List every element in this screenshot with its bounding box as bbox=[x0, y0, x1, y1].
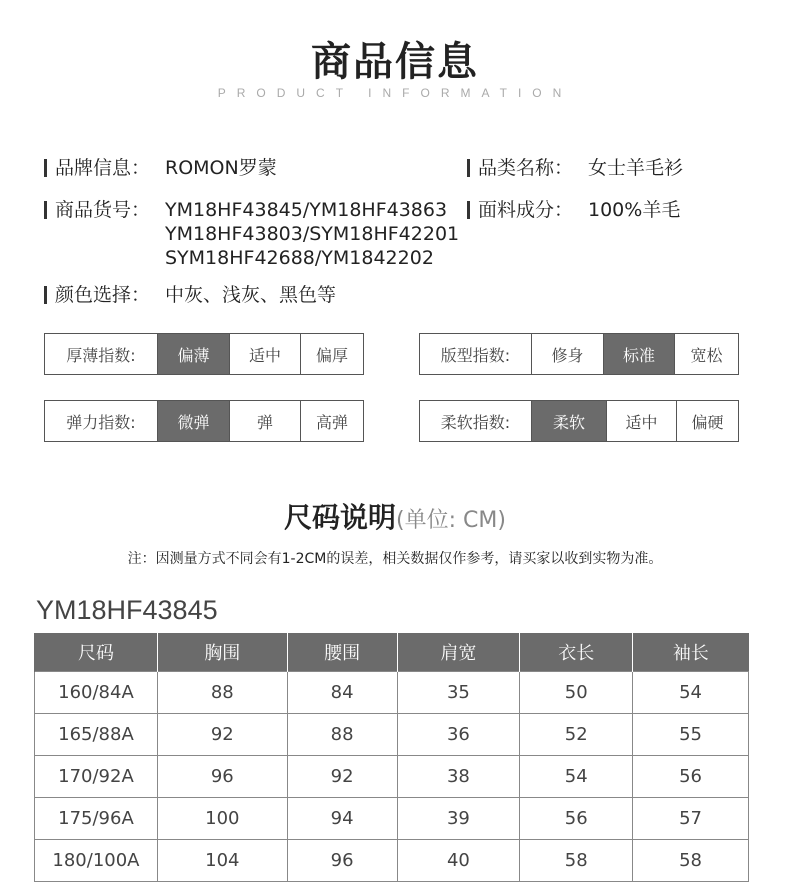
column-header: 衣长 bbox=[520, 633, 633, 672]
attr-label: 弹力指数: bbox=[66, 412, 136, 432]
attr-option: 弹 bbox=[229, 401, 300, 441]
table-cell: 39 bbox=[397, 798, 520, 840]
model-number: YM18HF43845 bbox=[36, 595, 218, 625]
attr-option: 修身 bbox=[531, 334, 603, 374]
fabric-label: 面料成分： bbox=[478, 199, 574, 221]
table-row bbox=[35, 672, 749, 714]
table-cell: 180/100A bbox=[35, 840, 158, 882]
table-cell: 88 bbox=[287, 714, 397, 756]
info-category bbox=[467, 156, 683, 180]
brand-label: 品牌信息： bbox=[55, 157, 151, 179]
table-cell: 92 bbox=[287, 756, 397, 798]
attr-label: 柔软指数: bbox=[440, 412, 511, 432]
column-header: 肩宽 bbox=[397, 633, 520, 672]
table-cell: 54 bbox=[520, 756, 633, 798]
table-cell: 100 bbox=[157, 798, 287, 840]
attr-option: 偏薄 bbox=[157, 334, 229, 374]
table-cell: 56 bbox=[520, 798, 633, 840]
color-value: 中灰、浅灰、黑色等 bbox=[165, 284, 337, 306]
attr-option: 标准 bbox=[603, 334, 674, 374]
label-bar bbox=[44, 286, 47, 304]
table-cell: 165/88A bbox=[35, 714, 158, 756]
label-bar bbox=[467, 201, 470, 219]
section-title-size bbox=[0, 496, 790, 536]
table-cell: 96 bbox=[157, 756, 287, 798]
attr-elasticity bbox=[44, 400, 364, 442]
info-brand bbox=[44, 156, 277, 180]
column-header: 胸围 bbox=[157, 633, 287, 672]
table-cell: 92 bbox=[157, 714, 287, 756]
table-cell: 40 bbox=[397, 840, 520, 882]
table-header-row bbox=[35, 633, 749, 672]
table-cell: 160/84A bbox=[35, 672, 158, 714]
attr-softness bbox=[419, 400, 739, 442]
table-cell: 58 bbox=[520, 840, 633, 882]
fabric-value: 100%羊毛 bbox=[588, 199, 681, 221]
table-cell: 104 bbox=[157, 840, 287, 882]
table-cell: 88 bbox=[157, 672, 287, 714]
column-header: 尺码 bbox=[35, 633, 158, 672]
table-cell: 35 bbox=[397, 672, 520, 714]
label-bar bbox=[44, 201, 47, 219]
attr-option: 宽松 bbox=[674, 334, 738, 374]
table-cell: 54 bbox=[633, 672, 749, 714]
table-cell: 50 bbox=[520, 672, 633, 714]
attr-option: 偏厚 bbox=[300, 334, 363, 374]
measurement-note: 注：因测量方式不同会有1-2CM的误差，相关数据仅作参考，请买家以收到实物为准。 bbox=[127, 551, 663, 567]
size-title-text: 尺码说明 bbox=[284, 501, 397, 534]
column-header: 腰围 bbox=[287, 633, 397, 672]
table-cell: 58 bbox=[633, 840, 749, 882]
info-item-no bbox=[44, 198, 459, 270]
table-row bbox=[35, 756, 749, 798]
table-cell: 38 bbox=[397, 756, 520, 798]
attr-option: 柔软 bbox=[531, 401, 606, 441]
table-cell: 52 bbox=[520, 714, 633, 756]
attr-option: 适中 bbox=[606, 401, 676, 441]
table-cell: 96 bbox=[287, 840, 397, 882]
section-title-product-info: 商品信息 bbox=[311, 39, 479, 85]
info-color bbox=[44, 283, 336, 307]
category-value: 女士羊毛衫 bbox=[588, 157, 684, 179]
info-fabric bbox=[467, 198, 680, 222]
attr-fit bbox=[419, 333, 739, 375]
table-row bbox=[35, 714, 749, 756]
table-cell: 36 bbox=[397, 714, 520, 756]
item-no-label: 商品货号： bbox=[55, 199, 151, 221]
attr-option: 适中 bbox=[229, 334, 300, 374]
attr-option: 微弹 bbox=[157, 401, 229, 441]
table-cell: 94 bbox=[287, 798, 397, 840]
brand-value: ROMON罗蒙 bbox=[165, 157, 277, 179]
attr-option: 偏硬 bbox=[676, 401, 738, 441]
column-header: 袖长 bbox=[633, 633, 749, 672]
attr-option: 高弹 bbox=[300, 401, 363, 441]
attr-thickness bbox=[44, 333, 364, 375]
table-row bbox=[35, 840, 749, 882]
table-cell: 170/92A bbox=[35, 756, 158, 798]
table-cell: 84 bbox=[287, 672, 397, 714]
color-label: 颜色选择： bbox=[55, 284, 151, 306]
table-cell: 175/96A bbox=[35, 798, 158, 840]
label-bar bbox=[44, 159, 47, 177]
item-no-value: YM18HF43845/YM18HF43863 YM18HF43803/SYM18HF42201 SYM18HF42688/YM1842202 bbox=[165, 199, 460, 269]
section-subtitle: PRODUCT INFORMATION bbox=[217, 86, 573, 100]
table-cell: 57 bbox=[633, 798, 749, 840]
size-unit: (单位: CM) bbox=[396, 508, 506, 533]
attr-label: 版型指数: bbox=[440, 345, 511, 365]
table-cell: 55 bbox=[633, 714, 749, 756]
table-row bbox=[35, 798, 749, 840]
size-table bbox=[34, 633, 749, 882]
label-bar bbox=[467, 159, 470, 177]
attr-label: 厚薄指数: bbox=[66, 345, 136, 365]
category-label: 品类名称： bbox=[478, 157, 574, 179]
table-cell: 56 bbox=[633, 756, 749, 798]
